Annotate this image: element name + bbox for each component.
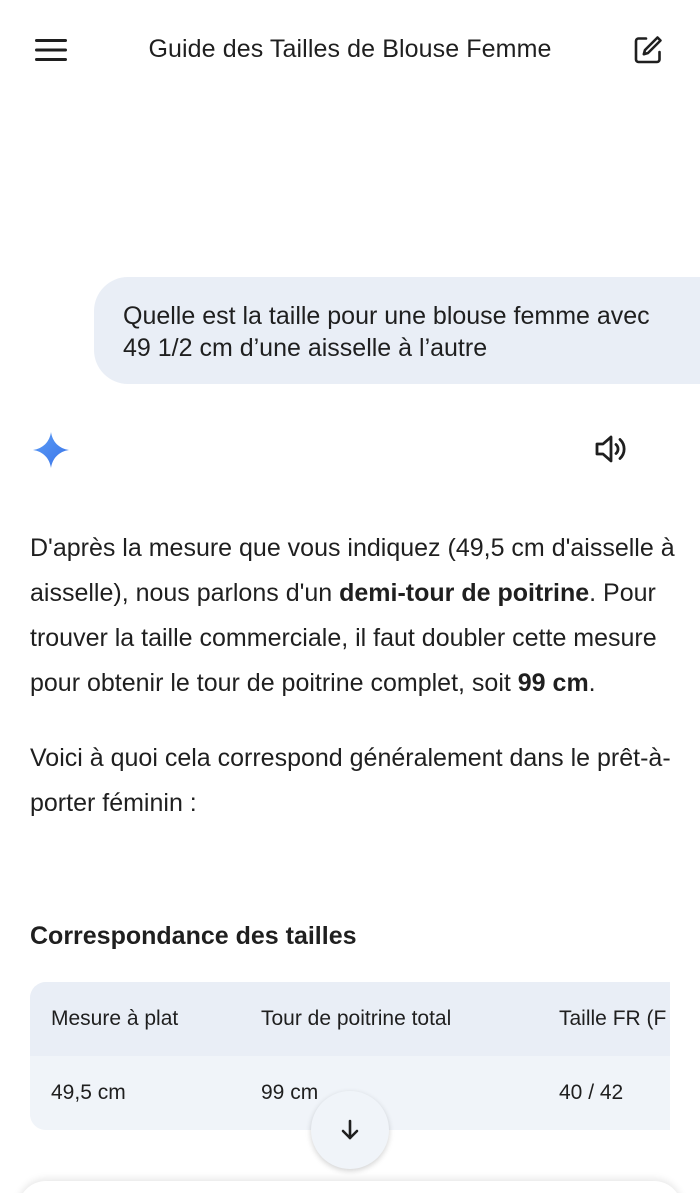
section-heading: Correspondance des tailles: [30, 922, 357, 950]
table-cell: 40 / 42: [559, 1081, 624, 1104]
response-paragraph-1: [30, 526, 690, 706]
read-aloud-button[interactable]: [588, 426, 634, 472]
sparkle-icon: [32, 431, 70, 469]
user-message-bubble: Quelle est la taille pour une blouse femme avec 49 1/2 cm d’une aisselle à l’autre: [94, 277, 700, 384]
table-header-cell: Taille FR (F: [559, 1007, 667, 1030]
table-header-row: [30, 982, 670, 1056]
page-title: Guide des Tailles de Blouse Femme: [148, 35, 552, 63]
arrow-down-icon: [339, 1118, 361, 1142]
text-segment: . Pour trouver la taille commerciale, il faut doubler cette mesure pour obtenir le tour de poitrine complet, soit: [30, 579, 657, 697]
bold-term: demi-tour de poitrine: [339, 579, 590, 607]
bold-value: 99 cm: [517, 669, 589, 697]
text-segment: D'après la mesure que vous indiquez (49,5 cm d'aisselle à aisselle), nous parlons d'un: [30, 534, 675, 607]
scroll-to-bottom-button[interactable]: [311, 1091, 389, 1169]
input-panel-edge: [18, 1181, 682, 1193]
table-cell: 99 cm: [261, 1081, 319, 1104]
speaker-icon: [593, 432, 629, 466]
table-header-cell: Tour de poitrine total: [261, 1007, 452, 1030]
text-segment: .: [588, 669, 596, 697]
response-paragraph-2: Voici à quoi cela correspond généralement dans le prêt-à-porter féminin :: [30, 744, 671, 817]
table-cell: 49,5 cm: [51, 1081, 126, 1104]
edit-square-icon: [632, 34, 664, 66]
new-chat-button[interactable]: [626, 28, 670, 72]
assistant-response: [30, 526, 690, 826]
table-header-cell: Mesure à plat: [51, 1007, 179, 1030]
app-header: [0, 0, 700, 100]
